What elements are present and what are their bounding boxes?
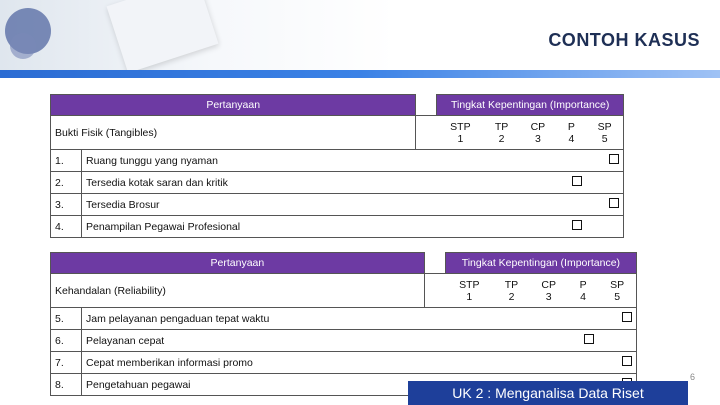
tangibles-table [50,94,624,238]
level-tp: TP 2 [494,120,509,145]
level-tp: TP 2 [504,278,519,303]
table-row: 3. Tersedia Brosur [51,194,624,216]
level-cp: CP 3 [530,120,546,145]
checkbox[interactable] [622,356,632,366]
header-question: Pertanyaan [51,95,416,116]
level-stp: STP 1 [437,116,484,150]
slide-header [0,0,720,78]
table-row: 8. Pengetahuan pegawai [51,374,637,396]
checkbox[interactable] [609,198,619,208]
slide-title: CONTOH KASUS [548,30,700,50]
level-cp: CP 3 [541,278,557,303]
table-row: 1. Ruang tunggu yang nyaman [51,150,624,172]
reliability-table [50,252,637,396]
level-sp: SP 5 [586,116,623,150]
decor-circle [10,33,36,59]
checkbox[interactable] [572,176,582,186]
level-p: P 4 [579,278,587,303]
decor-paper [107,0,219,73]
footer-banner: UK 2 : Menganalisa Data Riset [408,381,688,405]
dimension-label: Bukti Fisik (Tangibles) [51,116,416,150]
table-row: 2. Tersedia kotak saran dan kritik [51,172,624,194]
level-p: P 4 [567,120,575,145]
table-row: 6. Pelayanan cepat [51,330,637,352]
checkbox[interactable] [622,312,632,322]
level-stp: STP 1 [445,274,493,308]
header-photo [0,0,235,78]
level-sp: SP 5 [598,274,636,308]
dimension-label: Kehandalan (Reliability) [51,274,425,308]
table-row: 7. Cepat memberikan informasi promo [51,352,637,374]
checkbox[interactable] [584,334,594,344]
page-number: 6 [690,372,696,382]
header-bar [0,70,720,78]
header-importance: Tingkat Kepentingan (Importance) [437,95,624,116]
checkbox[interactable] [609,154,619,164]
header-question: Pertanyaan [51,253,425,274]
checkbox[interactable] [572,220,582,230]
table-row: 5. Jam pelayanan pengaduan tepat waktu [51,308,637,330]
table-row: 4. Penampilan Pegawai Profesional [51,216,624,238]
header-importance: Tingkat Kepentingan (Importance) [445,253,636,274]
